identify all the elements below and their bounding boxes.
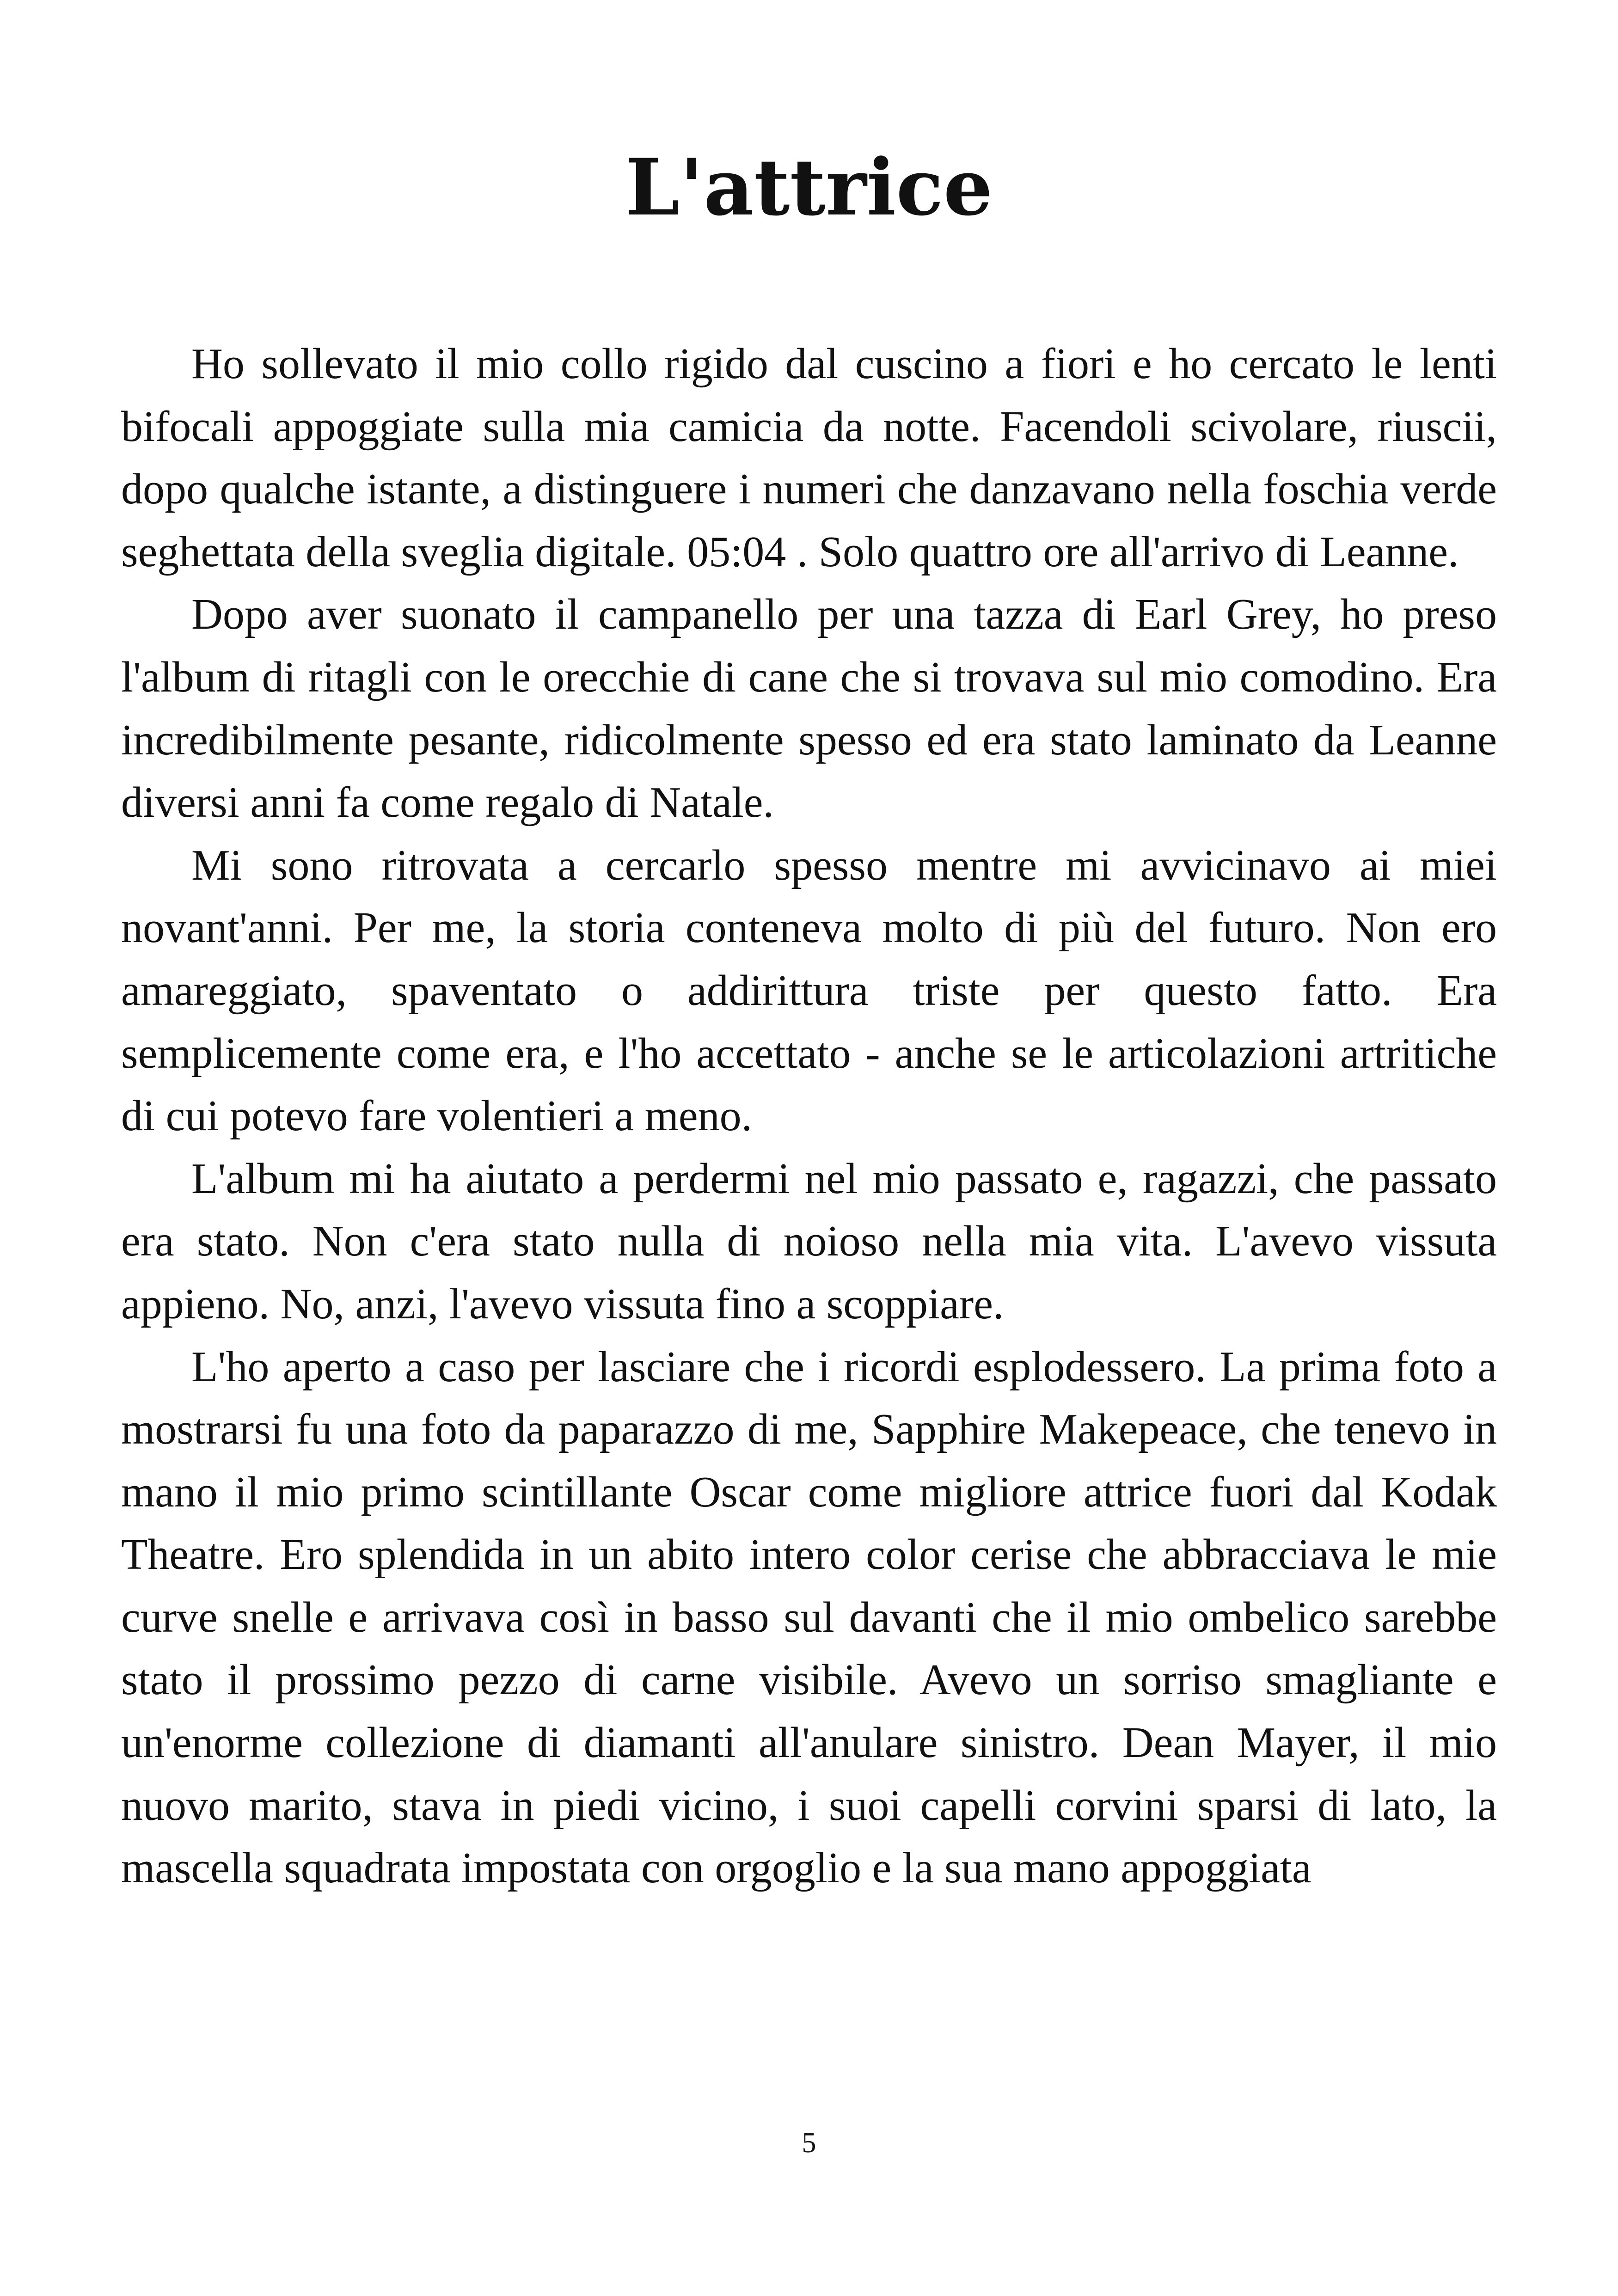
paragraph-4: L'album mi ha aiutato a perdermi nel mio passato e, ragazzi, che passato era stato. Non c'era stato nulla di noioso nella mia vita. L'avevo vissuta appieno. No, anzi, l'avevo vissuta fino a scoppiare.: [121, 1154, 1497, 1328]
chapter-title: L'attrice: [625, 141, 993, 233]
body-text: [121, 333, 1497, 1900]
paragraph-2: Dopo aver suonato il campanello per una tazza di Earl Grey, ho preso l'album di ritagli con le orecchie di cane che si trovava sul mio comodino. Era incredibilmente pesante, ridicolmente spesso ed era stato laminato da Leanne diversi anni fa come regalo di Natale.: [121, 590, 1497, 827]
page-number: 5: [802, 2127, 816, 2159]
paragraph-5: L'ho aperto a caso per lasciare che i ricordi esplodessero. La prima foto a mostrarsi fu una foto da paparazzo di me, Sapphire Makepeace, che tenevo in mano il mio primo scintillante Oscar come migliore attrice fuori dal Kodak Theatre. Ero splendida in un abito intero color cerise che abbracciava le mie curve snelle e arrivava così in basso sul davanti che il mio ombelico sarebbe stato il prossimo pezzo di carne visibile. Avevo un sorriso smagliante e un'enorme collezione di diamanti all'anulare sinistro. Dean Mayer, il mio nuovo marito, stava in piedi vicino, i suoi capelli corvini sparsi di lato, la mascella squadrata impostata con orgoglio e la sua mano appoggiata: [121, 1342, 1497, 1892]
paragraph-1: Ho sollevato il mio collo rigido dal cuscino a fiori e ho cercato le lenti bifocali appoggiate sulla mia camicia da notte. Facendoli scivolare, riuscii, dopo qualche istante, a distinguere i numeri che danzavano nella foschia verde seghettata della sveglia digitale. 05:04 . Solo quattro ore all'arrivo di Leanne.: [121, 340, 1497, 576]
paragraph-3: Mi sono ritrovata a cercarlo spesso mentre mi avvicinavo ai miei novant'anni. Per me, la storia conteneva molto di più del futuro. Non ero amareggiato, spaventato o addirittura triste per questo fatto. Era semplicemente come era, e l'ho accettato - anche se le articolazioni artritiche di cui potevo fare volentieri a meno.: [121, 841, 1497, 1140]
